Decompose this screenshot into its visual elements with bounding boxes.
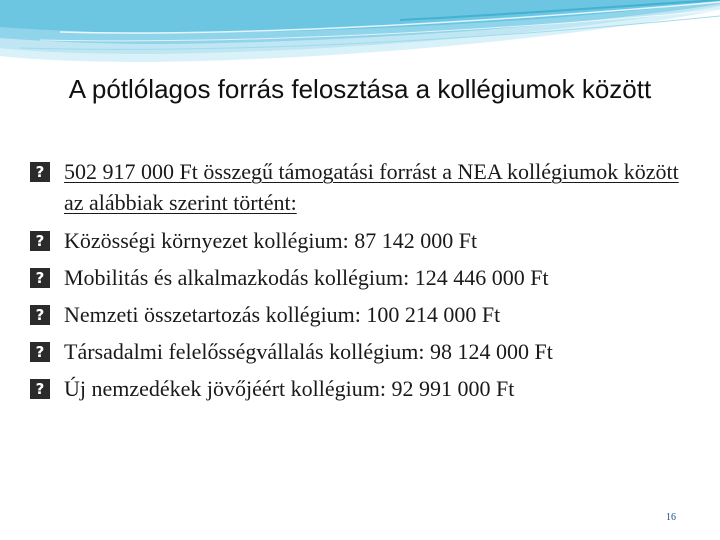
list-item: [30, 296, 690, 333]
bullet-icon: ?: [30, 342, 50, 362]
bullet-icon: ?: [30, 231, 50, 251]
list-item: [30, 370, 690, 407]
item-amount: 98 124 000 Ft: [429, 339, 553, 364]
item-label: Közösségi környezet kollégium:: [64, 228, 349, 253]
list-item: [30, 333, 690, 370]
bullet-icon: ?: [30, 379, 50, 399]
item-label: Nemzeti összetartozás kollégium:: [64, 302, 361, 327]
item-amount: 87 142 000 Ft: [354, 228, 478, 253]
item-label: Új nemzedékek jövőjéért kollégium:: [64, 376, 386, 401]
list-item: [30, 222, 690, 259]
item-amount: 124 446 000 Ft: [414, 265, 549, 290]
intro-text: 502 917 000 Ft összegű támogatási forrást a NEA kollégiumok között az alábbiak szerint történt:: [64, 159, 679, 215]
bullet-icon: ?: [30, 305, 50, 325]
page-number: 16: [666, 512, 676, 523]
item-amount: 100 214 000 Ft: [366, 302, 501, 327]
list-item: [30, 259, 690, 296]
bullet-icon: ?: [30, 162, 50, 182]
bullet-icon: ?: [30, 268, 50, 288]
slide-title: A pótlólagos forrás felosztása a kollégiumok között: [68, 74, 652, 104]
slide-content: [30, 156, 690, 407]
item-label: Mobilitás és alkalmazkodás kollégium:: [64, 265, 410, 290]
item-label: Társadalmi felelősségvállalás kollégium:: [64, 339, 425, 364]
intro-paragraph: [30, 156, 690, 218]
item-amount: 92 991 000 Ft: [391, 376, 515, 401]
